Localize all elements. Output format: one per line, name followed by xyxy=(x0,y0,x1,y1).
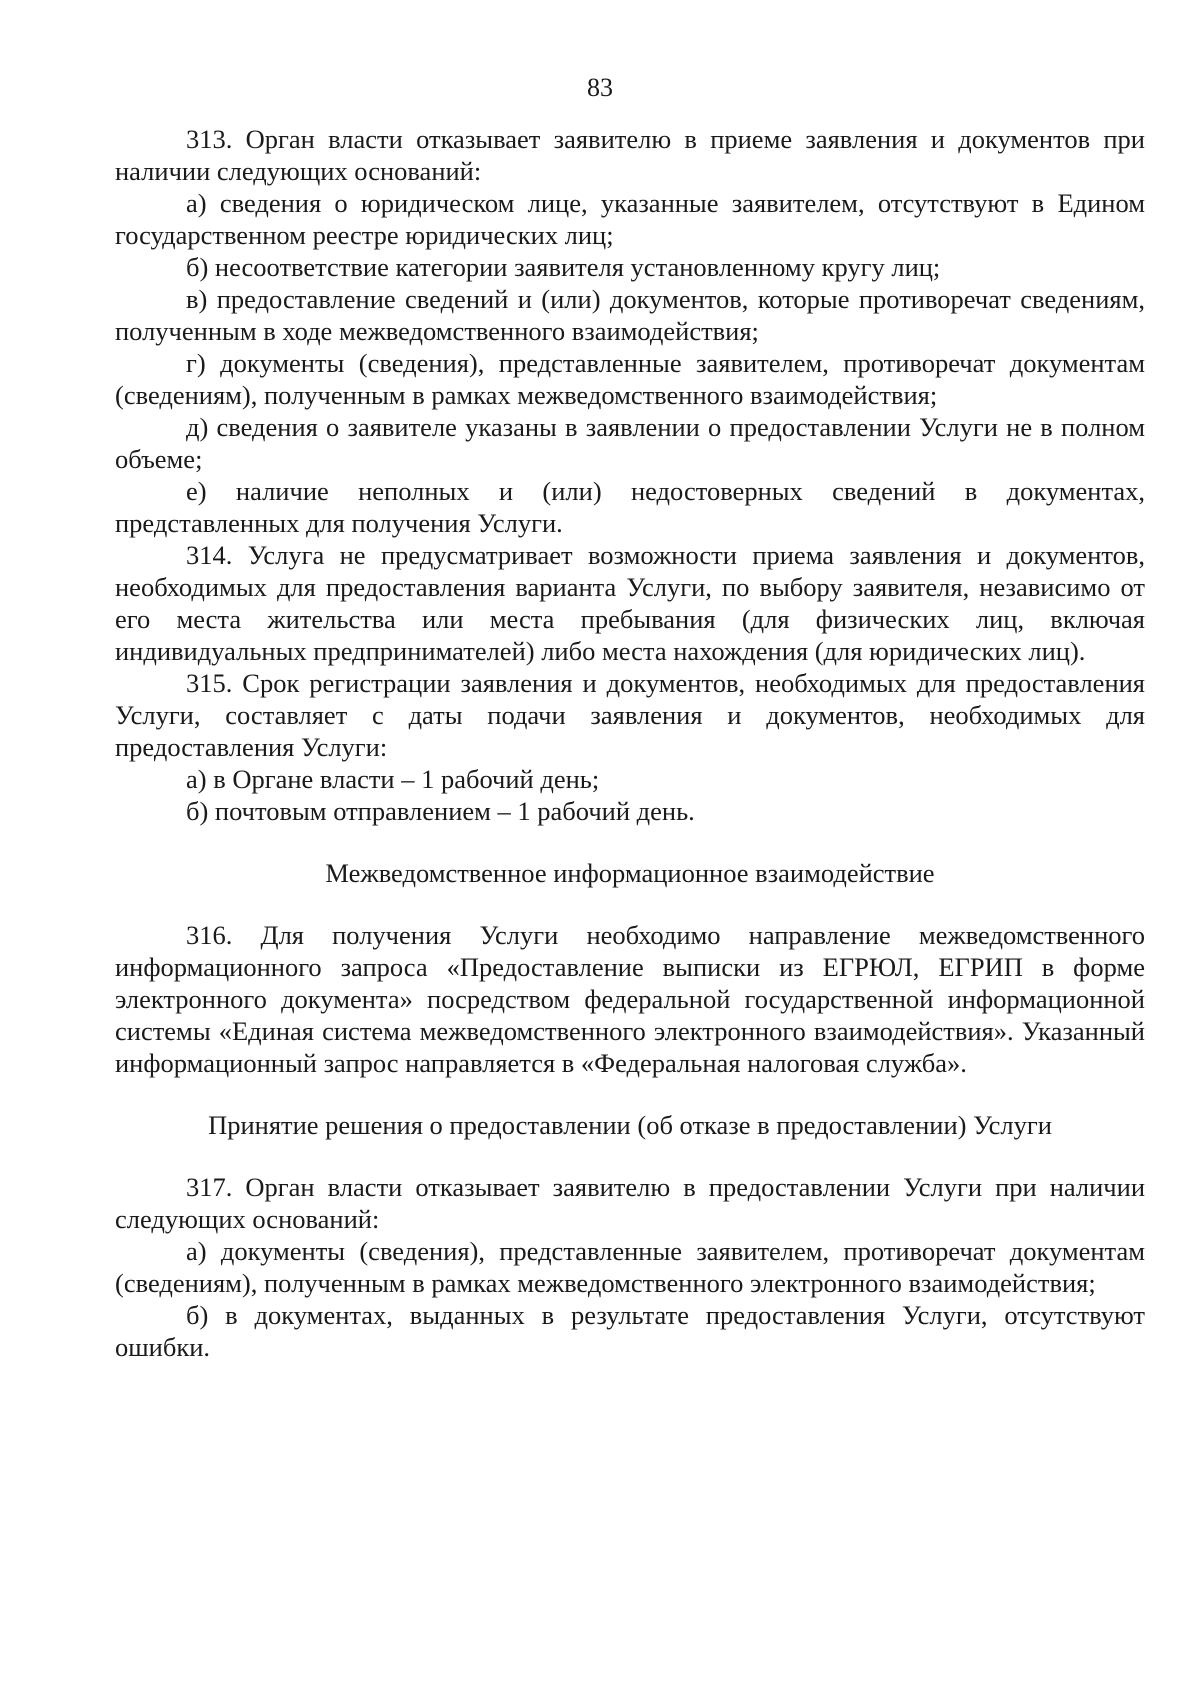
paragraph-316: 316. Для получения Услуги необходимо направление межведомственного информационного запроса «Предоставление выписки из ЕГРЮЛ, ЕГРИП в форме электронного документа» посредством федеральной государственной информационной системы «Единая система межведомственного электронного взаимодействия». Указанный информационный запрос направляется в «Федеральная налоговая служба». xyxy=(115,920,1145,1078)
paragraph-313-d: д) сведения о заявителе указаны в заявлении о предоставлении Услуги не в полном объеме; xyxy=(115,412,1145,474)
paragraph-313-a: а) сведения о юридическом лице, указанные заявителем, отсутствуют в Едином государственном реестре юридических лиц; xyxy=(115,188,1145,250)
paragraph-313-v: в) предоставление сведений и (или) документов, которые противоречат сведениям, полученным в ходе межведомственного взаимодействия; xyxy=(115,284,1145,346)
paragraph-313-e: е) наличие неполных и (или) недостоверных сведений в документах, представленных для получения Услуги. xyxy=(115,476,1145,538)
paragraph-315-a: а) в Органе власти – 1 рабочий день; xyxy=(186,764,600,794)
paragraph-314: 314. Услуга не предусматривает возможности приема заявления и документов, необходимых для предоставления варианта Услуги, по выбору заявителя, независимо от его места жительства или места пребывания (для физических лиц, включая индивидуальных предпринимателей) либо места нахождения (для юридических лиц). xyxy=(115,540,1145,666)
paragraph-313-intro: 313. Орган власти отказывает заявителю в приеме заявления и документов при наличии следующих оснований: xyxy=(115,124,1145,186)
page-number: 83 xyxy=(587,73,613,102)
paragraph-315-b: б) почтовым отправлением – 1 рабочий день. xyxy=(186,796,695,826)
paragraph-315-intro: 315. Срок регистрации заявления и документов, необходимых для предоставления Услуги, составляет с даты подачи заявления и документов, необходимых для предоставления Услуги: xyxy=(115,668,1145,762)
section-heading-decision: Принятие решения о предоставлении (об отказе в предоставлении) Услуги xyxy=(208,1110,1052,1140)
section-heading-interagency: Межведомственное информационное взаимодействие xyxy=(325,858,935,888)
paragraph-317-a: а) документы (сведения), представленные заявителем, противоречат документам (сведениям), полученным в рамках межведомственного электронного взаимодействия; xyxy=(115,1236,1145,1298)
paragraph-317-b: б) в документах, выданных в результате предоставления Услуги, отсутствуют ошибки. xyxy=(115,1300,1145,1362)
paragraph-313-g: г) документы (сведения), представленные заявителем, противоречат документам (сведениям), полученным в рамках межведомственного взаимодействия; xyxy=(115,348,1145,410)
document-body xyxy=(115,123,1145,1363)
paragraph-317-intro: 317. Орган власти отказывает заявителю в предоставлении Услуги при наличии следующих оснований: xyxy=(115,1172,1145,1234)
paragraph-313-b: б) несоответствие категории заявителя установленному кругу лиц; xyxy=(186,252,941,282)
